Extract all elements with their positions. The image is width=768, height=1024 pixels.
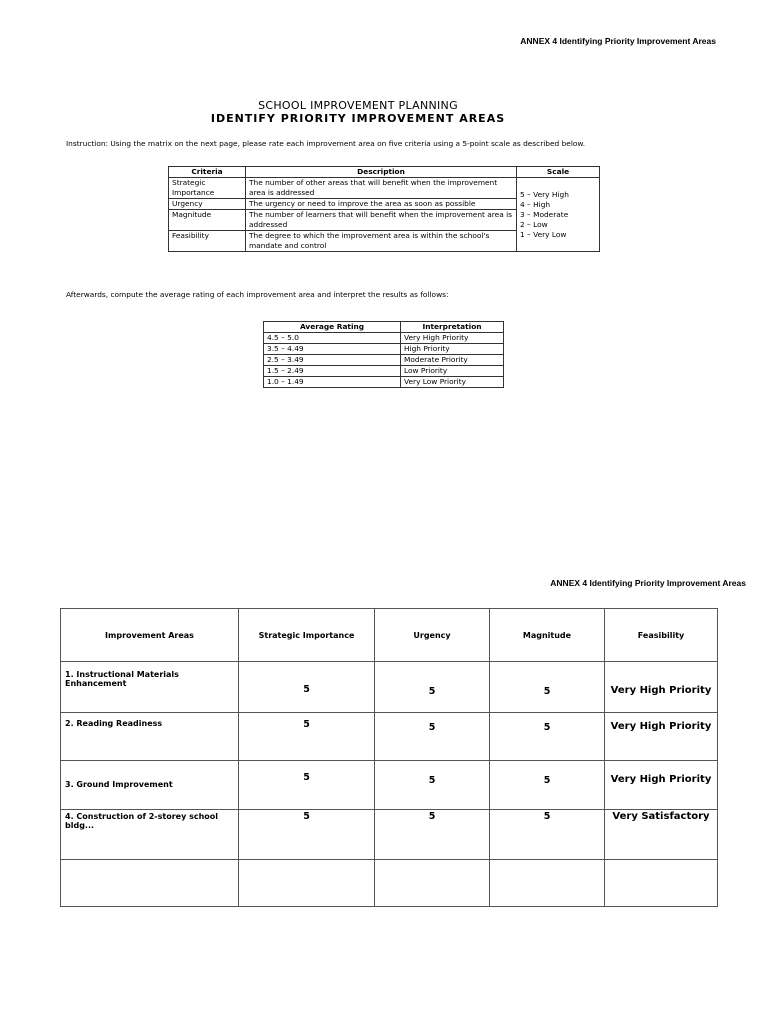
description-cell: The number of other areas that will benefit when the improvement area is addressed xyxy=(246,178,517,199)
improvement-area-cell: 1. Instructional Materials Enhancement xyxy=(61,662,239,713)
urgency-score-cell: 5 xyxy=(375,810,490,860)
feasibility-result-cell: Very High Priority xyxy=(605,761,718,810)
feasibility-header: Feasibility xyxy=(605,609,718,662)
interpretation-cell: Low Priority xyxy=(401,366,504,377)
interpretation-cell: Moderate Priority xyxy=(401,355,504,366)
interpretation-header: Interpretation xyxy=(401,322,504,333)
empty-cell xyxy=(490,860,605,907)
improvement-area-cell: 3. Ground Improvement xyxy=(61,761,239,810)
table-row xyxy=(264,366,504,377)
strategic-score-cell: 5 xyxy=(239,810,375,860)
rating-cell: 1.0 – 1.49 xyxy=(264,377,401,388)
matrix-header-row xyxy=(61,609,718,662)
table-row-empty xyxy=(61,860,718,907)
urgency-score-cell: 5 xyxy=(375,713,490,761)
improvement-areas-header: Improvement Areas xyxy=(61,609,239,662)
urgency-score-cell: 5 xyxy=(375,761,490,810)
rating-header-row xyxy=(264,322,504,333)
interpretation-cell: Very Low Priority xyxy=(401,377,504,388)
table-row xyxy=(61,662,718,713)
criteria-table xyxy=(168,166,600,252)
empty-cell xyxy=(375,860,490,907)
scale-cell xyxy=(517,178,600,252)
feasibility-result-cell: Very Satisfactory xyxy=(605,810,718,860)
improvement-matrix-table xyxy=(60,608,718,907)
title-identify-priority: IDENTIFY PRIORITY IMPROVEMENT AREAS xyxy=(210,112,506,125)
description-cell: The degree to which the improvement area is within the school's mandate and control xyxy=(246,231,517,252)
empty-cell xyxy=(61,860,239,907)
rating-table xyxy=(263,321,504,388)
strategic-score-cell: 5 xyxy=(239,713,375,761)
rating-cell: 4.5 – 5.0 xyxy=(264,333,401,344)
description-header: Description xyxy=(246,167,517,178)
feasibility-result-cell: Very High Priority xyxy=(605,662,718,713)
interpretation-cell: Very High Priority xyxy=(401,333,504,344)
urgency-score-cell: 5 xyxy=(375,662,490,713)
table-row xyxy=(61,761,718,810)
interpretation-cell: High Priority xyxy=(401,344,504,355)
title-school-improvement-planning: SCHOOL IMPROVEMENT PLANNING xyxy=(258,99,458,112)
scale-item: 2 – Low xyxy=(520,219,548,229)
strategic-importance-header: Strategic Importance xyxy=(239,609,375,662)
table-row xyxy=(264,377,504,388)
instruction-text: Instruction: Using the matrix on the next page, please rate each improvement area on five criteria using a 5-point scale as described below. xyxy=(66,139,586,148)
magnitude-score-cell: 5 xyxy=(490,810,605,860)
scale-header: Scale xyxy=(517,167,600,178)
table-row xyxy=(264,344,504,355)
scale-item: 3 – Moderate xyxy=(520,209,569,219)
afterwards-text: Afterwards, compute the average rating of each improvement area and interpret the results as follows: xyxy=(66,290,449,299)
feasibility-result-cell: Very High Priority xyxy=(605,713,718,761)
criteria-cell: Feasibility xyxy=(169,231,246,252)
strategic-score-cell: 5 xyxy=(239,761,375,810)
scale-item: 4 – High xyxy=(520,199,551,209)
criteria-header: Criteria xyxy=(169,167,246,178)
description-cell: The number of learners that will benefit when the improvement area is addressed xyxy=(246,210,517,231)
magnitude-score-cell: 5 xyxy=(490,761,605,810)
average-rating-header: Average Rating xyxy=(264,322,401,333)
table-row xyxy=(169,178,600,199)
empty-cell xyxy=(605,860,718,907)
annex-header-matrix: ANNEX 4 Identifying Priority Improvement Areas xyxy=(550,578,746,588)
criteria-cell: Magnitude xyxy=(169,210,246,231)
table-row xyxy=(264,333,504,344)
criteria-cell: Urgency xyxy=(169,199,246,210)
rating-cell: 1.5 – 2.49 xyxy=(264,366,401,377)
table-row xyxy=(264,355,504,366)
table-row xyxy=(61,810,718,860)
empty-cell xyxy=(239,860,375,907)
scale-item: 5 – Very High xyxy=(520,189,569,199)
description-cell: The urgency or need to improve the area as soon as possible xyxy=(246,199,517,210)
improvement-area-cell: 2. Reading Readiness xyxy=(61,713,239,761)
improvement-area-cell: 4. Construction of 2-storey school bldg... xyxy=(61,810,239,860)
magnitude-score-cell: 5 xyxy=(490,713,605,761)
annex-header: ANNEX 4 Identifying Priority Improvement Areas xyxy=(520,36,716,46)
magnitude-score-cell: 5 xyxy=(490,662,605,713)
scale-item: 1 – Very Low xyxy=(520,229,567,239)
magnitude-header: Magnitude xyxy=(490,609,605,662)
urgency-header: Urgency xyxy=(375,609,490,662)
criteria-cell: Strategic Importance xyxy=(169,178,246,199)
rating-cell: 2.5 – 3.49 xyxy=(264,355,401,366)
strategic-score-cell: 5 xyxy=(239,662,375,713)
rating-cell: 3.5 – 4.49 xyxy=(264,344,401,355)
table-row xyxy=(61,713,718,761)
criteria-header-row xyxy=(169,167,600,178)
